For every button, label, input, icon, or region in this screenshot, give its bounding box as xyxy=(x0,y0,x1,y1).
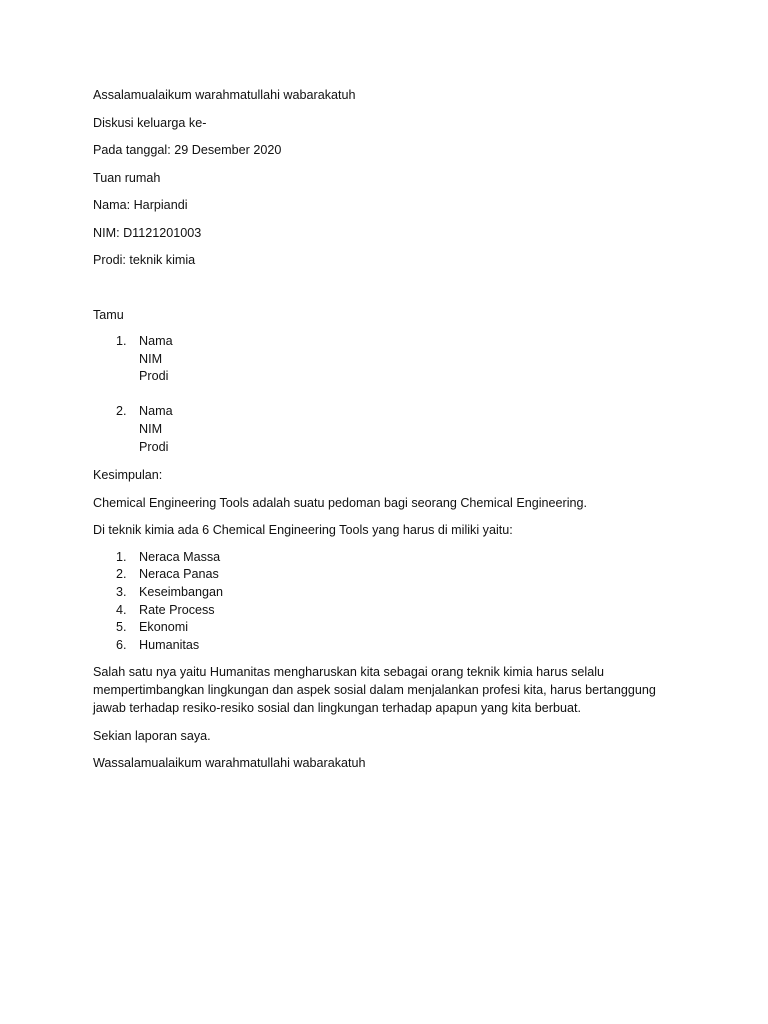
tool-label: Neraca Massa xyxy=(139,549,221,564)
tool-label: Rate Process xyxy=(139,602,215,617)
guest-nim-label: NIM xyxy=(139,351,163,366)
guest-nim-label: NIM xyxy=(139,421,163,436)
guest-name-label: Nama xyxy=(139,334,173,348)
farewell: Wassalamualaikum warahmatullahi wabarakatuh xyxy=(93,756,366,771)
discussion-line: Diskusi keluarga ke- xyxy=(93,115,207,130)
guest-item xyxy=(93,403,693,456)
tool-number: 3. xyxy=(116,584,127,599)
tool-label: Ekonomi xyxy=(139,620,188,635)
humanitas-line: Salah satu nya yaitu Humanitas mengharuskan kita sebagai orang teknik kimia harus selalu xyxy=(93,665,605,680)
guest-prodi-label: Prodi xyxy=(139,439,169,454)
tools-intro: Di teknik kimia ada 6 Chemical Engineering Tools yang harus di miliki yaitu: xyxy=(93,523,513,538)
greeting: Assalamualaikum warahmatullahi wabarakatuh xyxy=(93,88,356,102)
tool-label: Keseimbangan xyxy=(139,584,224,599)
tool-number: 2. xyxy=(116,567,127,582)
guest-number: 1. xyxy=(116,334,127,348)
closing-line: Sekian laporan saya. xyxy=(93,728,211,743)
blank-line xyxy=(93,279,693,306)
host-name: Nama: Harpiandi xyxy=(93,198,188,212)
tool-item xyxy=(93,637,693,655)
host-heading: Tuan rumah xyxy=(93,170,161,185)
humanitas-paragraph xyxy=(93,663,693,717)
tool-item xyxy=(93,549,693,567)
tool-label: Humanitas xyxy=(139,637,200,652)
guest-number: 2. xyxy=(116,404,127,419)
tool-item xyxy=(93,619,693,637)
guest-name-label: Nama xyxy=(139,404,173,419)
conclusion-line: Chemical Engineering Tools adalah suatu pedoman bagi seorang Chemical Engineering. xyxy=(93,495,588,510)
tools-list xyxy=(93,549,693,655)
host-prodi: Prodi: teknik kimia xyxy=(93,253,196,267)
host-nim: NIM: D1121201003 xyxy=(93,225,202,240)
document-page xyxy=(93,86,693,782)
guest-prodi-label: Prodi xyxy=(139,369,169,384)
date-line: Pada tanggal: 29 Desember 2020 xyxy=(93,143,282,157)
conclusion-heading: Kesimpulan: xyxy=(93,468,163,483)
humanitas-line: jawab terhadap resiko-resiko sosial dan lingkungan terhadap apapun yang kita berbuat. xyxy=(93,701,581,716)
tool-number: 4. xyxy=(116,602,127,617)
tool-number: 5. xyxy=(116,620,127,635)
guest-list xyxy=(93,333,693,456)
humanitas-line: mempertimbangkan lingkungan dan aspek sosial dalam menjalankan profesi kita, harus bertanggung xyxy=(93,683,656,698)
tool-item xyxy=(93,566,693,584)
tool-item xyxy=(93,602,693,620)
tool-label: Neraca Panas xyxy=(139,567,219,582)
tool-number: 6. xyxy=(116,637,127,652)
guest-item xyxy=(93,333,693,386)
guest-heading: Tamu xyxy=(93,307,124,322)
tool-item xyxy=(93,584,693,602)
tool-number: 1. xyxy=(116,549,127,564)
